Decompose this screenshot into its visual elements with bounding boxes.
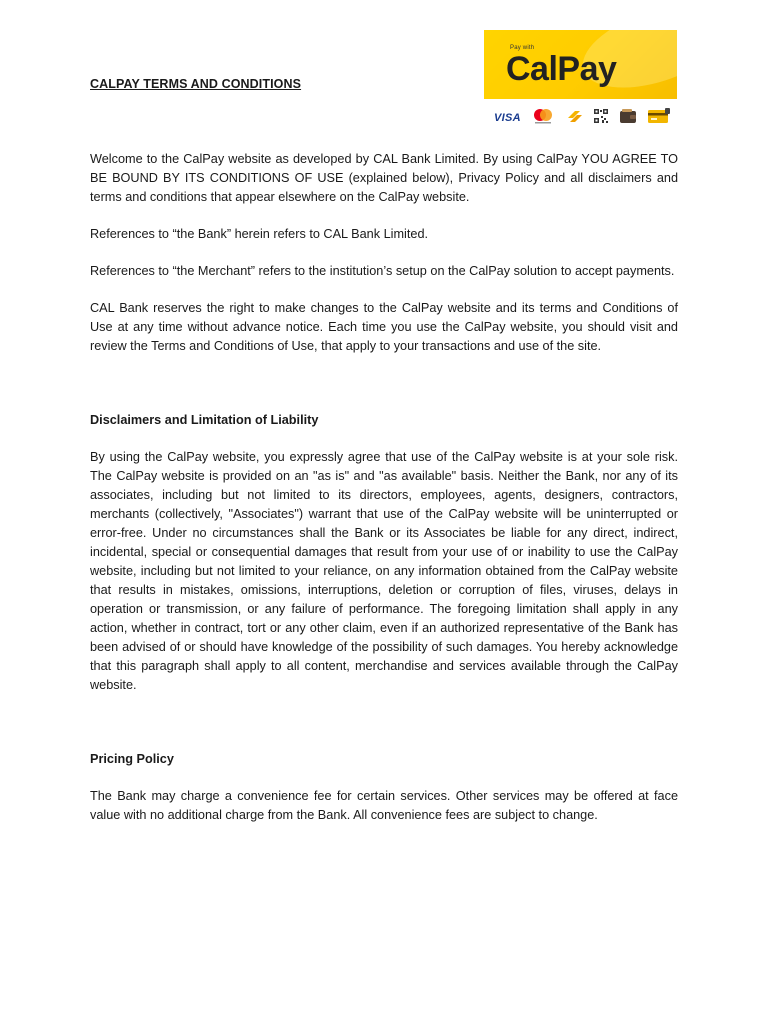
wallet-icon	[619, 108, 637, 129]
document-title: CALPAY TERMS AND CONDITIONS	[90, 77, 302, 91]
pricing-paragraph: The Bank may charge a convenience fee for certain services. Other services may be offered at face value with no additional charge from the Bank. All convenience fees are subject to change.	[90, 789, 678, 822]
card-icon	[647, 108, 671, 129]
section-spacer	[90, 374, 678, 411]
calpay-logo	[484, 30, 677, 99]
intro-paragraph-3: References to “the Merchant” refers to the institution’s setup on the CalPay solution to accept payments.	[90, 264, 675, 278]
logo-pay-with-text: Pay with	[510, 45, 535, 51]
cal-mark-icon	[565, 108, 583, 129]
qr-code-icon	[593, 108, 609, 129]
intro-paragraph-2: References to “the Bank” herein refers to CAL Bank Limited.	[90, 227, 429, 241]
disclaimers-paragraph: By using the CalPay website, you expressly agree that use of the CalPay website is at your sole risk. The CalPay website is provided on an "as is" and "as available" basis. Neither the Bank, nor any of its associates, including but not limited to its directors, employees, agents, designers, contractors, merchants (collectively, "Associates") warrant that use of the CalPay website will be uninterrupted or error-free. Under no circumstances shall the Bank or its Associates be liable for any direct, indirect, incidental, special or consequential damages that result from your use of or inability to use the CalPay website, including but not limited to your reliance, on any information obtained from the CalPay website that results in mistakes, omissions, interruptions, deletion or corruption of files, viruses, delays in operation or transmission, or any failure of performance. The foregoing limitation shall apply in any action, whether in contract, tort or any other claim, even if an authorized representative of the Bank has been advised of or should have knowledge of the possibility of such damages. You hereby acknowledge that this paragraph shall apply to all content, merchandise and services available through the CalPay website.	[90, 450, 678, 692]
intro-paragraph-4: CAL Bank reserves the right to make changes to the CalPay website and its terms and Conditions of Use at any time without advance notice. Each time you use the CalPay website, you should visit and review the Terms and Conditions of Use, that apply to your transactions and use of the site.	[90, 301, 678, 353]
disclaimers-heading: Disclaimers and Limitation of Liability	[90, 413, 319, 427]
intro-paragraph-1: Welcome to the CalPay website as developed by CAL Bank Limited. By using CalPay YOU AGREE TO BE BOUND BY ITS CONDITIONS OF USE (explained below), Privacy Policy and all disclaimers and terms and conditions that appear elsewhere on the CalPay website.	[90, 152, 678, 204]
pricing-heading: Pricing Policy	[90, 752, 174, 766]
mastercard-icon	[531, 108, 555, 129]
logo-brand-text: CalPay	[506, 50, 617, 88]
document-body	[90, 150, 678, 843]
payment-methods-row	[494, 108, 674, 128]
section-spacer	[90, 713, 678, 750]
visa-icon: VISA	[494, 112, 521, 124]
